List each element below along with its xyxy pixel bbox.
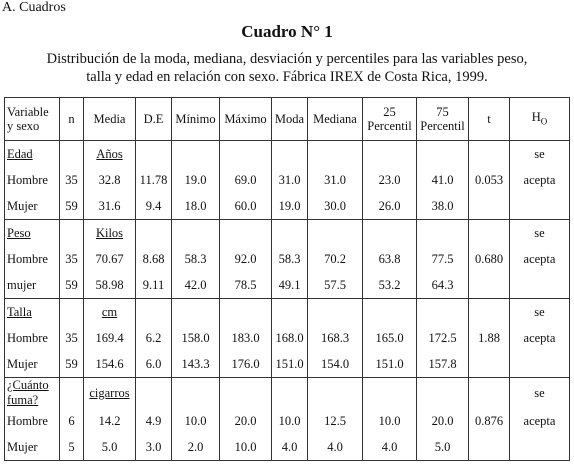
empty-cell (469, 299, 510, 326)
empty-cell (363, 220, 417, 247)
table-row (5, 325, 570, 351)
group-name (5, 220, 60, 247)
header-row (5, 98, 570, 141)
empty-cell (363, 141, 417, 168)
cell-p75: 38.0 (417, 193, 469, 220)
cell-min: 143.3 (172, 351, 220, 378)
cell-p75: 5.0 (417, 434, 469, 461)
table-row (5, 193, 570, 220)
cell-sexo: Mujer (5, 434, 60, 461)
empty-cell (172, 378, 220, 409)
header-h0-main: H (531, 109, 541, 124)
empty-cell (469, 220, 510, 247)
cell-t (469, 272, 510, 299)
cell-n: 35 (60, 246, 84, 272)
group-header-row (5, 378, 570, 409)
cell-mediana: 30.0 (308, 193, 363, 220)
cell-moda: 49.1 (272, 272, 308, 299)
empty-cell (220, 299, 272, 326)
cell-media: 70.67 (84, 246, 136, 272)
cell-sexo: mujer (5, 272, 60, 299)
cell-min: 18.0 (172, 193, 220, 220)
cell-p25: 23.0 (363, 167, 417, 193)
empty-cell (272, 378, 308, 409)
cell-sexo: Hombre (5, 246, 60, 272)
cell-n: 6 (60, 408, 84, 434)
cell-moda: 58.3 (272, 246, 308, 272)
empty-cell (272, 299, 308, 326)
group-name (5, 299, 60, 326)
header-p25-label: Percentil (367, 119, 412, 133)
cell-mediana: 31.0 (308, 167, 363, 193)
cell-p75: 77.5 (417, 246, 469, 272)
empty-cell (469, 141, 510, 168)
cell-mediana: 57.5 (308, 272, 363, 299)
group-name-text: Talla (7, 304, 32, 319)
group-ho: se (510, 220, 570, 247)
empty-cell (60, 141, 84, 168)
cell-max: 92.0 (220, 246, 272, 272)
empty-cell (469, 378, 510, 409)
cell-p25: 63.8 (363, 246, 417, 272)
cell-de: 8.68 (136, 246, 172, 272)
group-unit (84, 299, 136, 326)
cell-p75: 41.0 (417, 167, 469, 193)
table-row (5, 246, 570, 272)
empty-cell (308, 220, 363, 247)
header-h0-sub: O (540, 116, 548, 127)
empty-cell (60, 299, 84, 326)
cell-moda: 151.0 (272, 351, 308, 378)
cell-moda: 19.0 (272, 193, 308, 220)
cell-max: 20.0 (220, 408, 272, 434)
cell-de: 6.2 (136, 325, 172, 351)
cell-media: 58.98 (84, 272, 136, 299)
group-header-row (5, 299, 570, 326)
cell-n: 59 (60, 351, 84, 378)
empty-cell (220, 220, 272, 247)
empty-cell (136, 220, 172, 247)
header-n: n (60, 98, 84, 141)
group-unit-text: Años (96, 146, 123, 161)
header-p25-number: 25 (383, 105, 396, 119)
cell-t (469, 351, 510, 378)
cell-p25: 4.0 (363, 434, 417, 461)
caption-line-1: Distribución de la moda, mediana, desviación y percentiles para las variables peso, (46, 51, 528, 67)
cell-media: 169.4 (84, 325, 136, 351)
table-row (5, 272, 570, 299)
cell-mediana: 168.3 (308, 325, 363, 351)
cell-min: 2.0 (172, 434, 220, 461)
cell-n: 35 (60, 325, 84, 351)
cell-media: 14.2 (84, 408, 136, 434)
header-media: Media (84, 98, 136, 141)
group-unit (84, 141, 136, 168)
cell-ho (510, 434, 570, 461)
header-h0 (510, 98, 570, 141)
cell-ho: acepta (510, 246, 570, 272)
group-ho: se (510, 299, 570, 326)
header-variable-line1: Variable (7, 105, 49, 119)
group-unit (84, 378, 136, 409)
header-t: t (469, 98, 510, 141)
empty-cell (417, 378, 469, 409)
empty-cell (272, 220, 308, 247)
cell-ho (510, 351, 570, 378)
group-unit (84, 220, 136, 247)
cell-ho: acepta (510, 167, 570, 193)
group-unit-text: cigarros (89, 385, 130, 400)
cell-min: 42.0 (172, 272, 220, 299)
table-title: Cuadro N° 1 (241, 22, 333, 41)
empty-cell (136, 299, 172, 326)
cell-media: 32.8 (84, 167, 136, 193)
empty-cell (220, 378, 272, 409)
group-ho: se (510, 378, 570, 409)
cell-p75: 157.8 (417, 351, 469, 378)
empty-cell (363, 378, 417, 409)
cell-sexo: Hombre (5, 408, 60, 434)
cell-moda: 31.0 (272, 167, 308, 193)
cell-max: 69.0 (220, 167, 272, 193)
cell-max: 176.0 (220, 351, 272, 378)
header-minimo: Mínimo (172, 98, 220, 141)
cell-de: 3.0 (136, 434, 172, 461)
cell-t: 0.053 (469, 167, 510, 193)
cell-moda: 4.0 (272, 434, 308, 461)
cell-p25: 26.0 (363, 193, 417, 220)
cell-mediana: 154.0 (308, 351, 363, 378)
empty-cell (308, 299, 363, 326)
header-p75 (417, 98, 469, 141)
table-row (5, 434, 570, 461)
empty-cell (308, 378, 363, 409)
empty-cell (220, 141, 272, 168)
header-moda: Moda (272, 98, 308, 141)
empty-cell (272, 141, 308, 168)
table-row (5, 167, 570, 193)
cell-t (469, 434, 510, 461)
cell-p75: 20.0 (417, 408, 469, 434)
empty-cell (136, 378, 172, 409)
empty-cell (308, 141, 363, 168)
group-name (5, 378, 60, 409)
table-caption (0, 50, 574, 86)
empty-cell (172, 220, 220, 247)
cell-max: 78.5 (220, 272, 272, 299)
cell-sexo: Mujer (5, 351, 60, 378)
cell-t: 0.876 (469, 408, 510, 434)
cell-p25: 151.0 (363, 351, 417, 378)
cell-min: 158.0 (172, 325, 220, 351)
cell-de: 9.4 (136, 193, 172, 220)
table-row (5, 408, 570, 434)
cell-t: 0.680 (469, 246, 510, 272)
statistics-table (4, 97, 570, 461)
empty-cell (417, 141, 469, 168)
cell-p25: 165.0 (363, 325, 417, 351)
cell-min: 19.0 (172, 167, 220, 193)
cell-p25: 53.2 (363, 272, 417, 299)
cell-n: 35 (60, 167, 84, 193)
cell-mediana: 70.2 (308, 246, 363, 272)
cell-p75: 64.3 (417, 272, 469, 299)
table-header (5, 98, 570, 141)
empty-cell (417, 220, 469, 247)
empty-cell (172, 299, 220, 326)
cell-ho (510, 193, 570, 220)
cell-max: 60.0 (220, 193, 272, 220)
cell-n: 59 (60, 193, 84, 220)
cell-de: 4.9 (136, 408, 172, 434)
cell-sexo: Hombre (5, 325, 60, 351)
cell-moda: 10.0 (272, 408, 308, 434)
cell-min: 10.0 (172, 408, 220, 434)
header-p75-number: 75 (436, 105, 449, 119)
empty-cell (60, 220, 84, 247)
header-variable-line2: y sexo (7, 119, 40, 133)
empty-cell (417, 299, 469, 326)
cell-sexo: Mujer (5, 193, 60, 220)
cell-p75: 172.5 (417, 325, 469, 351)
cell-max: 10.0 (220, 434, 272, 461)
cell-mediana: 4.0 (308, 434, 363, 461)
header-maximo: Máximo (220, 98, 272, 141)
table-body (5, 141, 570, 461)
header-de: D.E (136, 98, 172, 141)
cell-mediana: 12.5 (308, 408, 363, 434)
header-p75-label: Percentil (420, 119, 465, 133)
group-ho: se (510, 141, 570, 168)
empty-cell (363, 299, 417, 326)
table-row (5, 351, 570, 378)
cell-n: 59 (60, 272, 84, 299)
section-label: A. Cuadros (2, 0, 66, 15)
group-name (5, 141, 60, 168)
group-name-text: Edad (7, 146, 33, 161)
caption-line-2: talla y edad en relación con sexo. Fábrica IREX de Costa Rica, 1999. (86, 69, 488, 85)
cell-de: 11.78 (136, 167, 172, 193)
cell-max: 183.0 (220, 325, 272, 351)
header-mediana: Mediana (308, 98, 363, 141)
cell-media: 31.6 (84, 193, 136, 220)
cell-de: 6.0 (136, 351, 172, 378)
cell-t (469, 193, 510, 220)
group-header-row (5, 220, 570, 247)
cell-media: 154.6 (84, 351, 136, 378)
empty-cell (60, 378, 84, 409)
header-variable (5, 98, 60, 141)
empty-cell (172, 141, 220, 168)
cell-ho (510, 272, 570, 299)
cell-ho: acepta (510, 325, 570, 351)
group-unit-text: Kilos (95, 225, 124, 240)
cell-t: 1.88 (469, 325, 510, 351)
empty-cell (136, 141, 172, 168)
group-header-row (5, 141, 570, 168)
cell-media: 5.0 (84, 434, 136, 461)
group-unit-text: cm (101, 304, 118, 319)
group-name-text: ¿Cuánto fuma? (7, 378, 49, 407)
cell-ho: acepta (510, 408, 570, 434)
cell-moda: 168.0 (272, 325, 308, 351)
cell-n: 5 (60, 434, 84, 461)
cell-p25: 10.0 (363, 408, 417, 434)
cell-min: 58.3 (172, 246, 220, 272)
group-name-text: Peso (7, 225, 31, 240)
cell-de: 9.11 (136, 272, 172, 299)
cell-sexo: Hombre (5, 167, 60, 193)
header-p25 (363, 98, 417, 141)
